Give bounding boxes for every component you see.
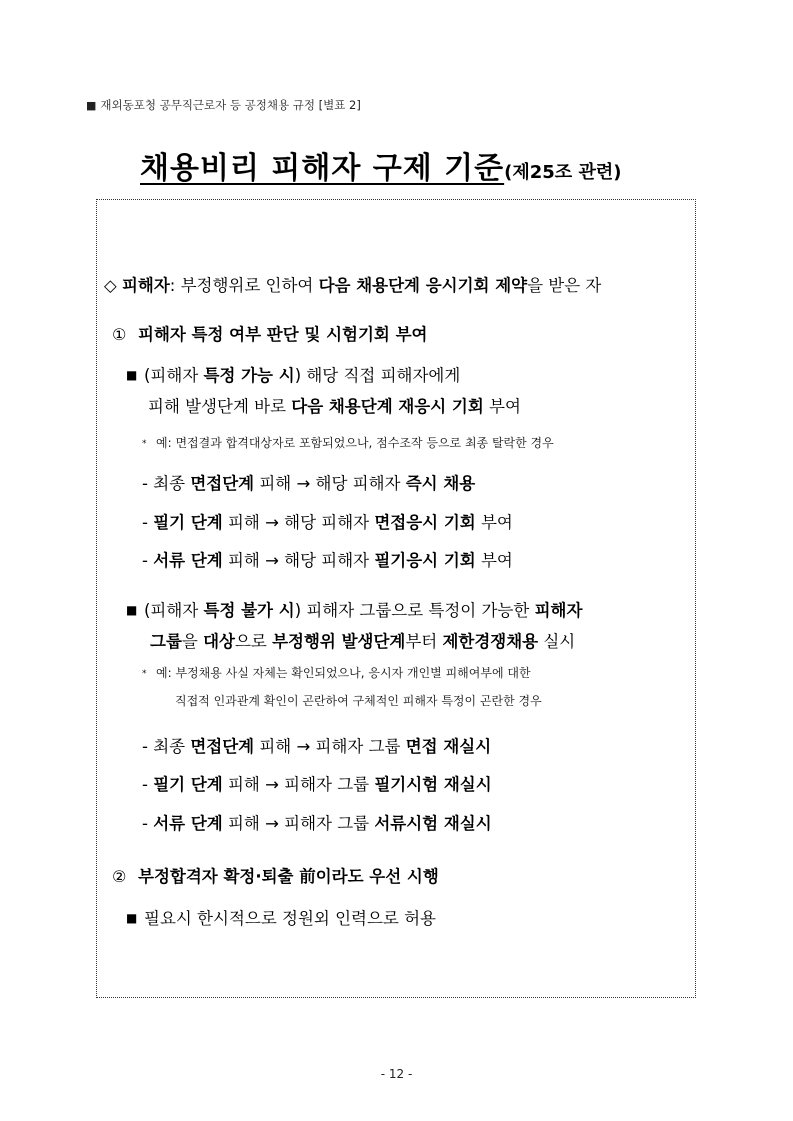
bullet-2-line-1 [126,597,582,621]
dash-text: 피해 → 해당 피해자 [254,474,406,493]
title-sub: (제25조 관련) [504,162,622,183]
b2-bold: 부정행위 발생단계 [272,632,406,651]
section-2-text: 부정합격자 확정·퇴출 前이라도 우선 시행 [138,867,439,886]
b2-dash-2 [142,771,492,795]
dash-bold: 면접응시 기회 [374,513,476,532]
b1-dash-3 [142,547,513,571]
dash-text: - [142,551,154,570]
dash-bold: 필기응시 기회 [374,551,476,570]
title-main: 채용비리 피해자 구제 기준 [140,151,505,186]
b2-bold: 그룹 [150,632,182,651]
dash-bold: 서류 단계 [153,551,223,570]
b1-text-3: 피해 발생단계 바로 [148,397,292,416]
b1-text-2: ) 해당 직접 피해자에게 [294,366,461,385]
b3-text: 필요시 한시적으로 정원외 인력으로 허용 [144,909,436,928]
dash-text: 피해 → 피해자 그룹 [254,737,406,756]
lead-text-2: 을 받은 자 [527,276,602,295]
diamond-icon: ◇ [104,276,117,295]
square-bullet-icon: ■ [126,603,138,617]
b2-text: (피해자 [144,601,204,620]
dash-text: - [142,775,154,794]
lead-bold-1: 피해자 [121,276,170,295]
b2-note-text-2: 직접적 인과관계 확인이 곤란하여 구체적인 피해자 특정이 곤란한 경우 [175,694,542,708]
b1-dash-2 [142,509,513,533]
dash-text: 피해 → 해당 피해자 [222,551,375,570]
b1-bold-1: 특정 가능 시 [203,366,295,385]
b2-text: 부터 [405,632,443,651]
b2-bold: 제한경쟁채용 [442,632,539,651]
b2-note-line-2 [175,692,542,709]
dash-text: 피해 → 피해자 그룹 [222,775,375,794]
lead-text-1: : 부정행위로 인하여 [169,276,319,295]
square-bullet-icon: ■ [126,911,138,925]
b2-dash-3 [142,810,492,834]
lead-line [104,272,601,296]
dash-bold: 서류 단계 [153,814,223,833]
square-bullet-icon: ■ [126,368,138,382]
document-header [86,97,361,113]
b1-note [142,434,554,451]
b2-text: 으로 [234,632,273,651]
dash-text: 피해 → 해당 피해자 [222,513,375,532]
page-title [140,143,621,187]
bullet-3-line [126,905,436,929]
b1-note-text: 예: 면접결과 합격대상자로 포함되었으나, 점수조작 등으로 최종 탈락한 경우 [156,436,554,450]
dash-text: - 최종 [142,737,191,756]
dash-bold: 면접단계 [190,737,255,756]
b2-note-text-1: 예: 부정채용 사실 자체는 확인되었으나, 응시자 개인별 피해여부에 대한 [156,666,531,680]
bullet-1-line-1 [126,362,460,386]
dash-bold: 면접 재실시 [405,737,492,756]
bullet-2-line-2 [150,628,575,652]
dash-bold: 서류시험 재실시 [374,814,492,833]
b1-text-1: (피해자 [144,366,204,385]
b2-text: ) 피해자 그룹으로 특정이 가능한 [294,601,535,620]
b2-bold: 대상 [203,632,235,651]
dash-text: 부여 [475,551,513,570]
dash-bold: 즉시 채용 [405,474,476,493]
dash-bold: 필기시험 재실시 [374,775,492,794]
dash-bold: 필기 단계 [153,513,223,532]
dash-text: 피해 → 피해자 그룹 [222,814,375,833]
dash-bold: 필기 단계 [153,775,223,794]
lead-bold-2: 다음 채용단계 응시기회 제약 [318,276,528,295]
b2-text: 을 [181,632,204,651]
b2-bold: 특정 불가 시 [203,601,295,620]
b2-text: 실시 [538,632,576,651]
page-number: - 12 - [380,1067,413,1081]
dash-text: - [142,814,154,833]
asterisk-icon: * [142,439,147,449]
dash-text: - [142,513,154,532]
b1-bold-2: 다음 채용단계 재응시 기회 [291,397,484,416]
circled-two-icon: ② [112,867,127,886]
circled-one-icon: ① [112,325,127,344]
dash-bold: 면접단계 [190,474,255,493]
asterisk-icon: * [142,669,147,679]
bullet-1-line-2 [148,393,521,417]
dash-text: 부여 [475,513,513,532]
section-1-heading [112,321,428,345]
square-bullet-icon: ■ [86,99,97,112]
dash-text: - 최종 [142,474,191,493]
b1-text-4: 부여 [483,397,521,416]
b2-note-line-1 [142,664,531,681]
b1-dash-1 [142,470,475,494]
section-2-heading [112,863,439,887]
b2-dash-1 [142,733,491,757]
section-1-text: 피해자 특정 여부 판단 및 시험기회 부여 [138,325,428,344]
b2-bold: 피해자 [534,601,583,620]
header-text: 재외동포청 공무직근로자 등 공정채용 규정 [별표 2] [100,98,361,112]
